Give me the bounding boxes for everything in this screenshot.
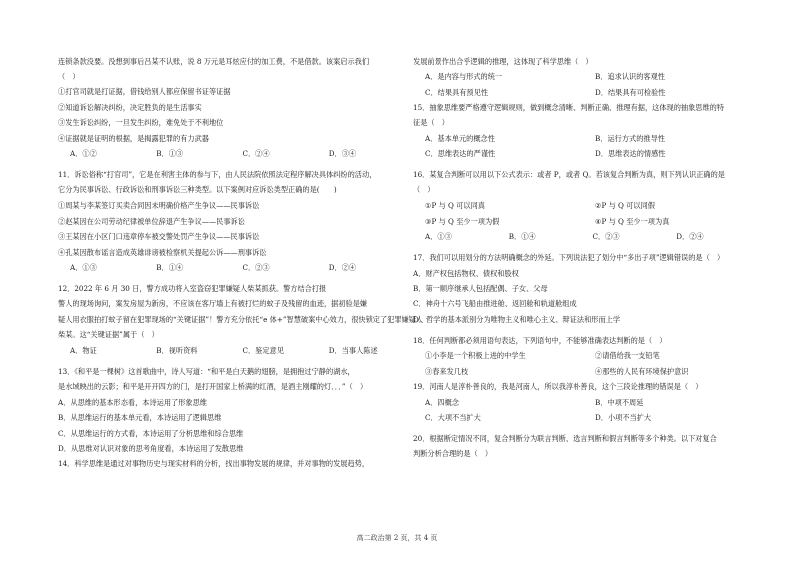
text-line: 19．河南人是淳朴善良的，我是河南人，所以我淳朴善良，这个三段论推理的错误是（ ）: [413, 382, 703, 391]
text-line: A．从思维的基本形态看，本诗运用了形象思维: [58, 398, 207, 407]
option-item: D．结果具有可检验性: [595, 88, 666, 97]
option-item: D．③④: [328, 149, 357, 158]
option-item: A．四概念: [425, 398, 459, 407]
text-line: ②赵某因在公司劳动纪律被单位辞退产生争议——民事诉讼: [58, 217, 245, 226]
text-line: ④证据就是证明的根据，是揭露犯罪的有力武器: [58, 134, 209, 143]
text-line: 是水域映出的云影；和平是开开四方的门，是打开国家上桥满的红酒，是酒主刚耀的灯．．．”（ ）: [58, 382, 368, 391]
text-line: 连锁条款没要。没想到事后吕某不认账，说 8 万元是耳炫应付的加工费，不是借款。该案启示我们: [58, 57, 370, 66]
text-line: C．神舟十六号飞船由推进舱、返回舱和轨道舱组成: [413, 299, 577, 308]
option-item: A．是内容与形式的统一: [425, 72, 503, 81]
text-line: ①周某与李某签订买卖合同因未明确价格产生争议——民事诉讼: [58, 201, 260, 210]
text-line: 柴某。这“关键证据”属于（ ）: [58, 330, 159, 339]
option-item: C．结果具有预见性: [425, 88, 489, 97]
option-item: A．①②: [70, 149, 97, 158]
text-line: B．第一顺序继承人包括配偶、子女、父母: [413, 284, 548, 293]
option-item: C．大项不当扩大: [425, 413, 481, 422]
option-item: D．思维表达的情感性: [595, 149, 666, 158]
option-item: ③春来发几枝: [425, 367, 469, 376]
text-line: 14．科学思维是通过对事物历史与现实材料的分析，找出事物发展的规律，并对事物的发展趋势，: [58, 459, 370, 468]
option-item: C．②③: [592, 232, 620, 241]
text-line: 它分为民事诉讼、行政诉讼和刑事诉讼三种类型。以下案例对应诉讼类型正确的是( ): [58, 185, 337, 194]
text-line: （ ）: [58, 72, 80, 81]
option-item: B．运行方式的推导性: [595, 134, 665, 143]
option-item: C．思维表达的严谨性: [425, 149, 496, 158]
option-item: B．①④: [156, 263, 184, 272]
text-line: ①打官司就是打证据，借钱给别人都应保留书证等证据: [58, 87, 231, 96]
text-line: ③王某因在小区门口违章停车被交警处罚产生争议——民事诉讼: [58, 232, 260, 241]
text-line: 18．任何判断都必须用语句表达，下列语句中，不能够准确表达判断的是（ ）: [413, 336, 667, 345]
text-line: ②知道诉讼解决纠纷，决定胜负的是生活事实: [58, 103, 202, 112]
option-item: ②P 与 Q 可以同假: [595, 201, 655, 210]
text-line: 17．我们可以用划分的方法明确概念的外延。下列说法犯了划分中“多出子项”逻辑错误的是（ ）: [413, 253, 725, 262]
text-line: 13．《和平是一棵树》这首歌曲中，诗人写道：“和平是白天鹅的翅膀，是拥抱过宁静的湖水，: [58, 367, 355, 376]
text-line: 疑人用衣服拍打蚊子留在犯罪现场的“关键证据”！警方充分依托“e 体+”智慧破案中心效力，很快锁定了犯罪嫌疑人: [58, 315, 424, 324]
option-item: B．视听资料: [156, 346, 198, 355]
text-line: B．从思维运行的基本单元看，本诗运用了逻辑思维: [58, 413, 222, 422]
text-line: 警人的现场询问，案发房屋为新房，不应该在客厅墙上有被打烂的蚊子及残留的血迹，据初验是嫌: [58, 299, 368, 308]
option-item: A．①③: [425, 232, 452, 241]
text-line: 发展前景作出合乎逻辑的推理，这体现了科学思维（ ）: [413, 57, 593, 66]
option-item: A．①③: [70, 263, 97, 272]
text-line: C．从思维运行的方式看，本诗运用了分析思维和综合思维: [58, 429, 244, 438]
text-line: D．从思维对认识对象的思考角度看，本诗运用了发散思维: [58, 444, 244, 453]
option-item: A．基本单元的概念性: [425, 134, 495, 143]
option-item: D．②④: [676, 232, 704, 241]
text-line: A．财产权包括物权、债权和股权: [413, 269, 519, 278]
text-line: ④孔某因散布谣言造成英雄诽谤被检察机关提起公诉——刑事诉讼: [58, 248, 267, 257]
option-item: ③P 与 Q 至少一项为假: [425, 217, 500, 226]
option-item: B．追求认识的客观性: [595, 72, 665, 81]
option-item: C．②④: [242, 149, 270, 158]
page-footer: 高二政治第 2 页，共 4 页: [356, 534, 438, 542]
option-item: A．物证: [70, 346, 97, 355]
text-line: （ ）: [413, 185, 435, 194]
text-line: 20．根据断定情况不同，复合判断分为联言判断、选言判断和假言判断等多个种类。以下对复合: [413, 434, 717, 443]
option-item: ④那些的人民有环境保护意识: [595, 367, 689, 376]
text-line: 15．抽象思维要严格遵守逻辑规则，做到概念清晰、判断正确、推理有据，这体现的抽象思维的特: [413, 103, 725, 112]
option-item: B．中项不周延: [595, 398, 644, 407]
text-line: D．哲学的基本派别分为唯物主义和唯心主义、辩证法和形而上学: [413, 315, 621, 324]
text-line: ③发生诉讼纠纷，一旦发生纠纷，难免处于不利地位: [58, 118, 224, 127]
text-line: 判断分析合理的是（ ）: [413, 449, 493, 458]
text-line: 16．某复合判断可以用以下公式表示：或者 P，或者 Q。若该复合判断为真，则下列认识正确的是: [413, 170, 725, 179]
option-item: B．①④: [508, 232, 536, 241]
option-item: C．②③: [242, 263, 270, 272]
option-item: ④P 与 Q 至少一项为真: [595, 217, 670, 226]
text-line: 征是（ ）: [413, 118, 449, 127]
option-item: C．鉴定意见: [242, 346, 284, 355]
option-item: B．①③: [156, 149, 184, 158]
option-item: ②请借给我一支铅笔: [595, 351, 660, 360]
option-item: D．小项不当扩大: [595, 413, 652, 422]
option-item: D．②④: [328, 263, 357, 272]
option-item: ①小李是一个积极上进的中学生: [425, 351, 526, 360]
option-item: D．当事人陈述: [328, 346, 378, 355]
text-line: 12．2022 年 6 月 30 日，警方成功将入室盗窃犯罪嫌疑人柴某抓获。警方结合打报: [58, 284, 327, 293]
option-item: ①P 与 Q 可以同真: [425, 201, 485, 210]
text-line: 11．诉讼俗称“打官司”，它是在利害主体的参与下，由人民法院依照法定程序解决具体纠纷的活动，: [58, 170, 377, 179]
